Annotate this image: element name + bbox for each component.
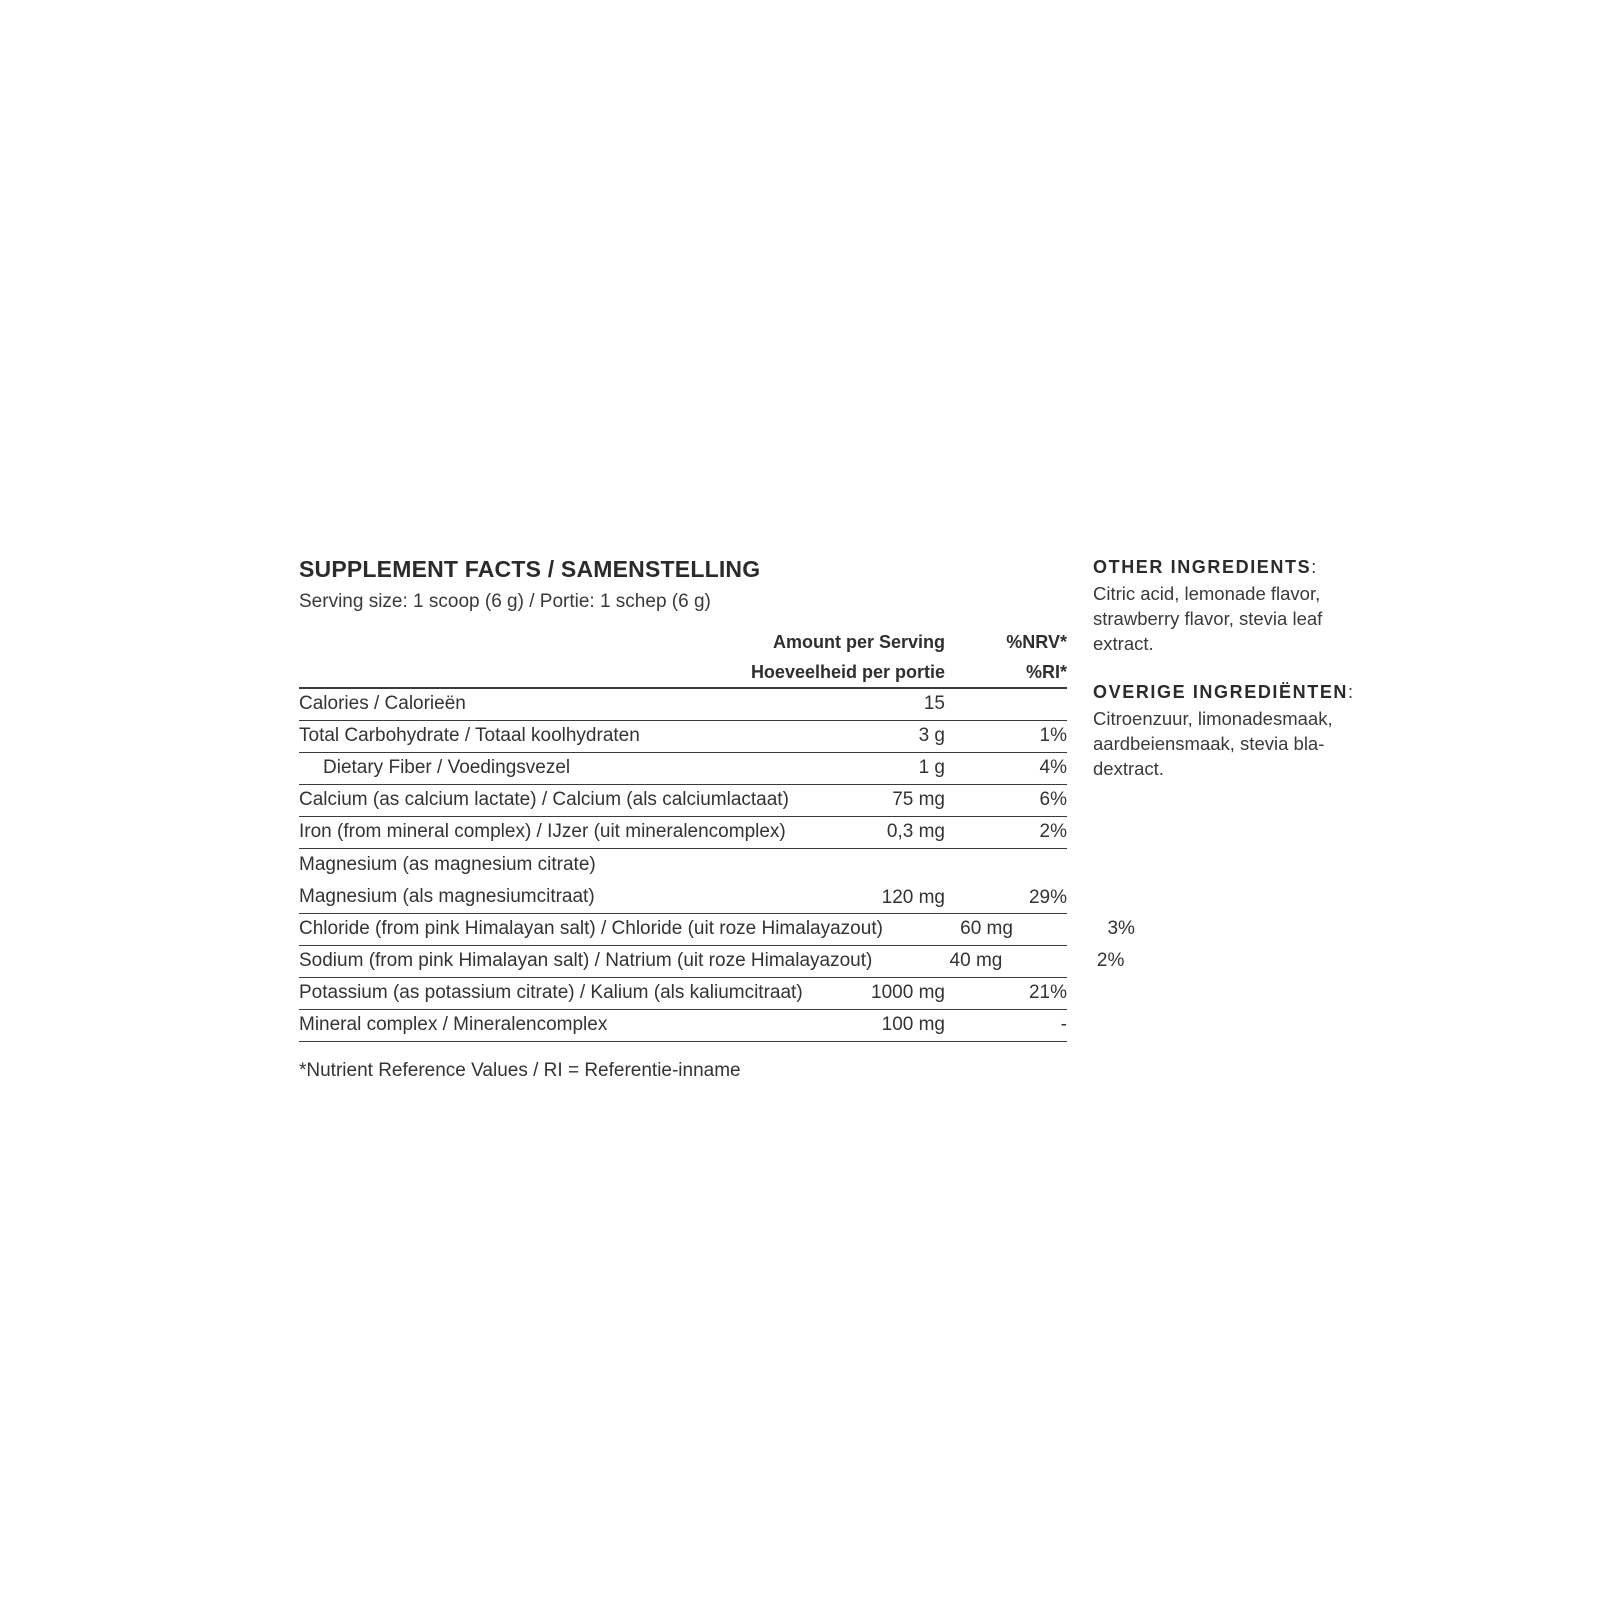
nutrient-amount: 1 g [918, 757, 945, 778]
nutrient-name: Potassium (as potassium citrate) / Kalium (als kaliumcitraat) [299, 982, 803, 1003]
table-row [299, 721, 1067, 753]
nutrient-amount: 15 [923, 693, 945, 714]
nutrient-amount: 60 mg [960, 918, 1013, 939]
other-ingredients-panel [1093, 553, 1354, 781]
nutrient-nrv: 21% [1028, 982, 1067, 1003]
facts-table [299, 627, 1135, 1042]
table-row [299, 978, 1067, 1010]
nutrient-name: Dietary Fiber / Voedingsvezel [323, 757, 571, 778]
header-amount-en: Amount per Serving [772, 632, 945, 652]
nutrient-amount: 120 mg [881, 887, 945, 908]
table-row [299, 849, 1067, 914]
nutrient-amount: 0,3 mg [886, 821, 945, 842]
table-row [299, 1010, 1067, 1042]
nutrient-amount: 1000 mg [871, 982, 945, 1003]
table-header-row-2 [299, 657, 1067, 689]
nutrient-nrv: 3% [1107, 918, 1135, 939]
nutrient-name: Chloride (from pink Himalayan salt) / Chloride (uit roze Himalayazout) [299, 918, 883, 939]
nutrient-nrv: 4% [1039, 757, 1067, 778]
other-ingredients-text: Citric acid, lemonade flavor, strawberry flavor, stevia leaf extract. [1093, 583, 1323, 654]
header-amount-nl: Hoeveelheid per portie [750, 662, 945, 682]
table-row [299, 817, 1067, 849]
nutrient-nrv: 2% [1039, 821, 1067, 842]
supplement-facts-panel [299, 553, 1135, 1086]
other-ingredients-nl [1093, 678, 1354, 781]
nutrient-nrv: 2% [1096, 950, 1125, 971]
serving-size: Serving size: 1 scoop (6 g) / Portie: 1 schep (6 g) [299, 591, 711, 612]
table-row [299, 914, 1135, 946]
nutrient-nrv: 6% [1039, 789, 1067, 810]
nutrient-nrv: 1% [1039, 725, 1067, 746]
overige-ingredienten-title: OVERIGE INGREDIËNTEN [1093, 682, 1349, 702]
table-row [299, 689, 1067, 721]
nutrient-name: Total Carbohydrate / Totaal koolhydraten [299, 725, 640, 746]
nutrient-name-line2: Magnesium (als magnesiumcitraat) [299, 886, 595, 907]
nutrient-nrv: 29% [1028, 887, 1067, 908]
table-row [299, 785, 1067, 817]
table-header-row-1 [299, 627, 1067, 657]
header-ri: %RI* [1025, 662, 1067, 682]
footnote: *Nutrient Reference Values / RI = Referentie-inname [299, 1060, 741, 1081]
nutrient-name: Calcium (as calcium lactate) / Calcium (als calciumlactaat) [299, 789, 789, 810]
nutrient-name: Iron (from mineral complex) / IJzer (uit mineralencomplex) [299, 821, 786, 842]
nutrient-name: Calories / Calorieën [299, 693, 466, 714]
table-row [299, 753, 1067, 785]
title-colon: : [1311, 557, 1317, 577]
overige-ingredienten-text: Citroenzuur, limonadesmaak, aardbeiensmaak, stevia bla-dextract. [1093, 708, 1333, 779]
other-ingredients-title: OTHER INGREDIENTS [1093, 557, 1312, 577]
facts-title: SUPPLEMENT FACTS / SAMENSTELLING [299, 556, 761, 582]
nutrient-amount: 40 mg [949, 950, 1003, 971]
nutrient-nrv: - [1060, 1014, 1067, 1035]
nutrient-name: Sodium (from pink Himalayan salt) / Natrium (uit roze Himalayazout) [299, 950, 873, 971]
other-ingredients-en [1093, 553, 1333, 656]
nutrient-amount: 75 mg [892, 789, 945, 810]
nutrient-amount: 100 mg [881, 1014, 945, 1035]
nutrient-amount: 3 g [918, 725, 945, 746]
nutrient-name: Mineral complex / Mineralencomplex [299, 1014, 608, 1035]
title-colon: : [1348, 682, 1354, 702]
table-row [299, 946, 1125, 978]
header-nrv: %NRV* [1006, 632, 1067, 652]
nutrient-name-line1: Magnesium (as magnesium citrate) [299, 854, 596, 875]
nutrient-nrv [945, 689, 1067, 720]
